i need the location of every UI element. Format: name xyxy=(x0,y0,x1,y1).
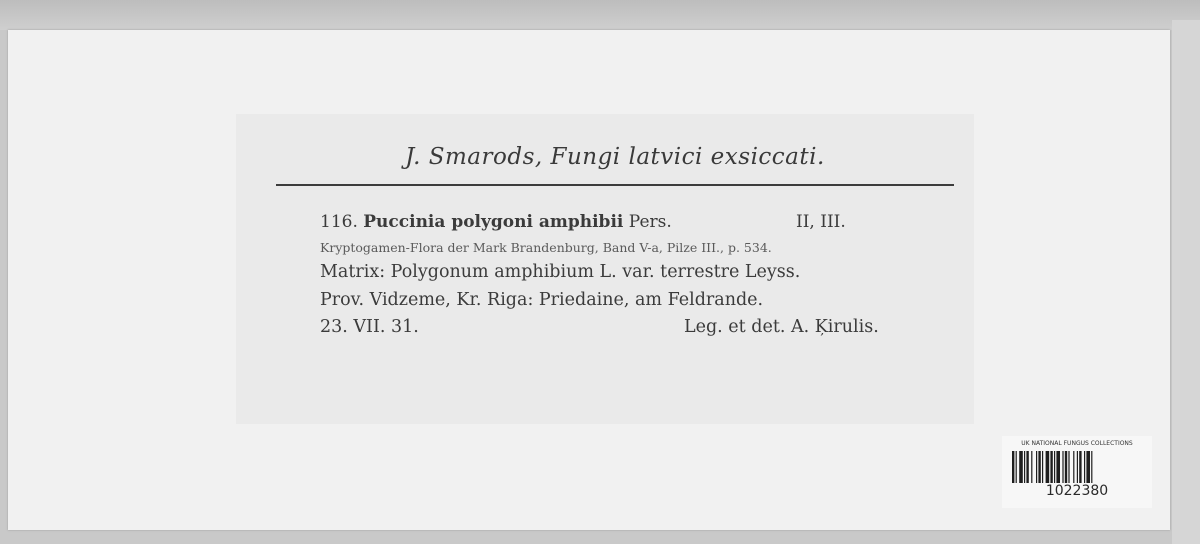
label-header: J. Smarods, Fungi latvici exsiccati. xyxy=(405,144,825,170)
barcode-bar xyxy=(1086,451,1090,483)
matrix-line: Matrix: Polygonum amphibium L. var. terrestre Leyss. xyxy=(320,262,801,282)
barcode-bar xyxy=(1084,451,1085,483)
collector-line: Leg. et det. A. Ķirulis. xyxy=(684,317,879,337)
specimen-number: 116. xyxy=(320,212,358,232)
barcode-number: 1022380 xyxy=(1045,483,1109,499)
species-name: Puccinia polygoni amphibii xyxy=(363,212,624,232)
barcode-bar xyxy=(1091,451,1092,483)
backdrop-edge xyxy=(1172,20,1200,544)
reference-line: Kryptogamen-Flora der Mark Brandenburg, Band V-a, Pilze III., p. 534. xyxy=(320,240,772,255)
barcode-bar xyxy=(1012,451,1014,483)
date-line: 23. VII. 31. xyxy=(320,317,419,337)
barcode-bar xyxy=(1056,451,1060,483)
species-line xyxy=(320,212,950,232)
barcode-bar xyxy=(1024,451,1025,483)
barcode-label xyxy=(1002,436,1152,508)
barcode-bar xyxy=(1042,451,1043,483)
herbarium-sheet xyxy=(8,30,1170,530)
barcode-bar xyxy=(1068,451,1069,483)
barcode-bar xyxy=(1019,451,1023,483)
barcode-bar xyxy=(1073,451,1074,483)
spore-stages: II, III. xyxy=(796,212,846,232)
header-rule xyxy=(276,184,954,186)
barcode-bars xyxy=(1012,451,1142,483)
barcode-bar xyxy=(1031,451,1032,483)
barcode-bar xyxy=(1038,451,1040,483)
barcode-bar xyxy=(1077,451,1078,483)
barcode-bar xyxy=(1046,451,1050,483)
species-author: Pers. xyxy=(628,212,672,232)
barcode-bar xyxy=(1026,451,1028,483)
barcode-bar xyxy=(1054,451,1055,483)
barcode-bar xyxy=(1065,451,1067,483)
backdrop xyxy=(0,0,1200,30)
locality-line: Prov. Vidzeme, Kr. Riga: Priedaine, am Feldrande. xyxy=(320,290,764,310)
barcode-bar xyxy=(1036,451,1037,483)
barcode-bar xyxy=(1062,451,1063,483)
barcode-bar xyxy=(1079,451,1081,483)
barcode-bar xyxy=(1050,451,1052,483)
barcode-caption: UK NATIONAL FUNGUS COLLECTIONS xyxy=(1021,440,1133,447)
barcode-bar xyxy=(1016,451,1017,483)
specimen-label xyxy=(236,114,974,424)
